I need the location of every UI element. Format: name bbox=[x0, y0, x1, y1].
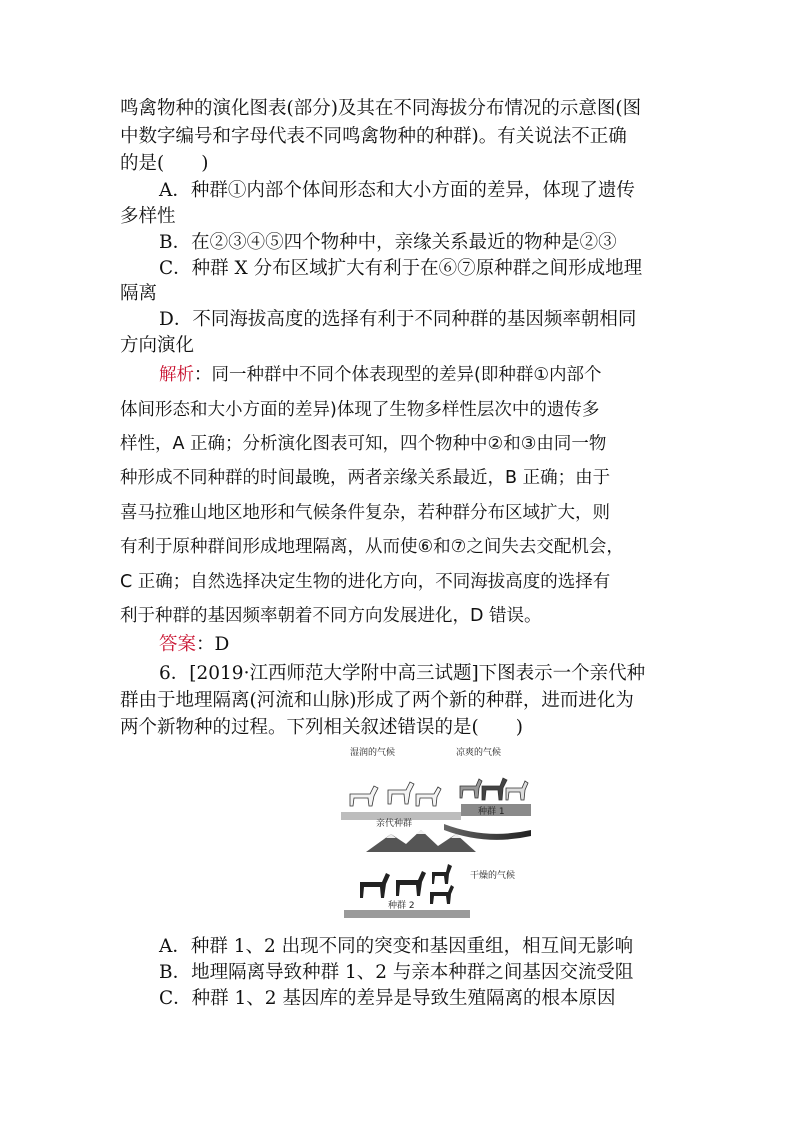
population1-horses bbox=[460, 778, 528, 800]
q6-stem-line-3: 两个新物种的过程。下列相关叙述错误的是( ) bbox=[120, 717, 523, 738]
label-parent-population: 亲代种群 bbox=[376, 819, 413, 829]
q5-option-c-cont: 隔离 bbox=[120, 283, 158, 304]
q5-explanation-first-line bbox=[159, 362, 602, 388]
q5-option-b: B．在②③④⑤四个物种中，亲缘关系最近的物种是②③ bbox=[159, 232, 617, 253]
ground-strip-bottom bbox=[344, 910, 470, 918]
q5-explanation-line-6: 有利于原种群间形成地理隔离，从而使⑥和⑦之间失去交配机会， bbox=[120, 537, 624, 557]
label-population-2: 种群 2 bbox=[388, 901, 415, 911]
q5-option-c: C．种群 X 分布区域扩大有利于在⑥⑦原种群之间形成地理 bbox=[159, 258, 643, 279]
q5-option-d: D．不同海拔高度的选择有利于不同种群的基因频率朝相同 bbox=[159, 309, 637, 330]
q5-stem-line-1: 鸣禽物种的演化图表(部分)及其在不同海拔分布情况的示意图(图 bbox=[120, 98, 642, 119]
q6-option-b: B．地理隔离导致种群 1、2 与亲本种群之间基因交流受阻 bbox=[159, 962, 634, 983]
label-humid-climate: 湿润的气候 bbox=[350, 748, 396, 758]
q5-option-a-cont: 多样性 bbox=[120, 206, 176, 227]
q5-explanation-line-8: 利于种群的基因频率朝着不同方向发展进化，D 错误。 bbox=[120, 606, 542, 626]
q6-option-c: C．种群 1、2 基因库的差异是导致生殖隔离的根本原因 bbox=[159, 988, 616, 1009]
label-cool-climate: 凉爽的气候 bbox=[456, 748, 502, 758]
q6-stem-line-2: 群由于地理隔离(河流和山脉)形成了两个新的种群，进而进化为 bbox=[120, 690, 634, 711]
q6-stem-line-1: 6．[2019·江西师范大学附中高三试题]下图表示一个亲代种 bbox=[159, 663, 646, 684]
explanation-label: 解析 bbox=[159, 365, 194, 385]
parent-horses bbox=[350, 782, 441, 806]
q5-explanation-line-2: 体间形态和大小方面的差异)体现了生物多样性层次中的遗传多 bbox=[120, 400, 600, 420]
q5-explanation-line-3: 样性，A 正确；分析演化图表可知，四个物种中②和③由同一物 bbox=[120, 434, 607, 454]
q5-explanation-line-5: 喜马拉雅山地区地形和气候条件复杂，若种群分布区域扩大，则 bbox=[120, 503, 610, 523]
speciation-figure bbox=[336, 742, 536, 922]
population2-horses bbox=[360, 864, 454, 904]
label-population-1: 种群 1 bbox=[478, 807, 505, 817]
label-dry-climate: 干燥的气候 bbox=[470, 871, 516, 881]
answer-value: ：D bbox=[196, 634, 230, 655]
q5-explanation-line-7: C 正确；自然选择决定生物的进化方向，不同海拔高度的选择有 bbox=[120, 572, 611, 592]
q5-stem-line-2: 中数字编号和字母代表不同鸣禽物种的种群)。有关说法不正确 bbox=[120, 126, 627, 147]
explanation-text: ：同一种群中不同个体表现型的差异(即种群①内部个 bbox=[194, 365, 602, 385]
q6-option-a: A．种群 1、2 出现不同的突变和基因重组，相互间无影响 bbox=[159, 936, 634, 957]
q5-explanation-line-4: 种形成不同种群的时间最晚，两者亲缘关系最近，B 正确；由于 bbox=[120, 468, 611, 488]
q5-option-d-cont: 方向演化 bbox=[120, 335, 195, 356]
q5-answer bbox=[159, 632, 229, 658]
q5-stem-line-3: 的是( ) bbox=[120, 153, 209, 174]
q5-option-a: A．种群①内部个体间形态和大小方面的差异，体现了遗传 bbox=[159, 180, 635, 201]
answer-label: 答案 bbox=[159, 634, 197, 655]
